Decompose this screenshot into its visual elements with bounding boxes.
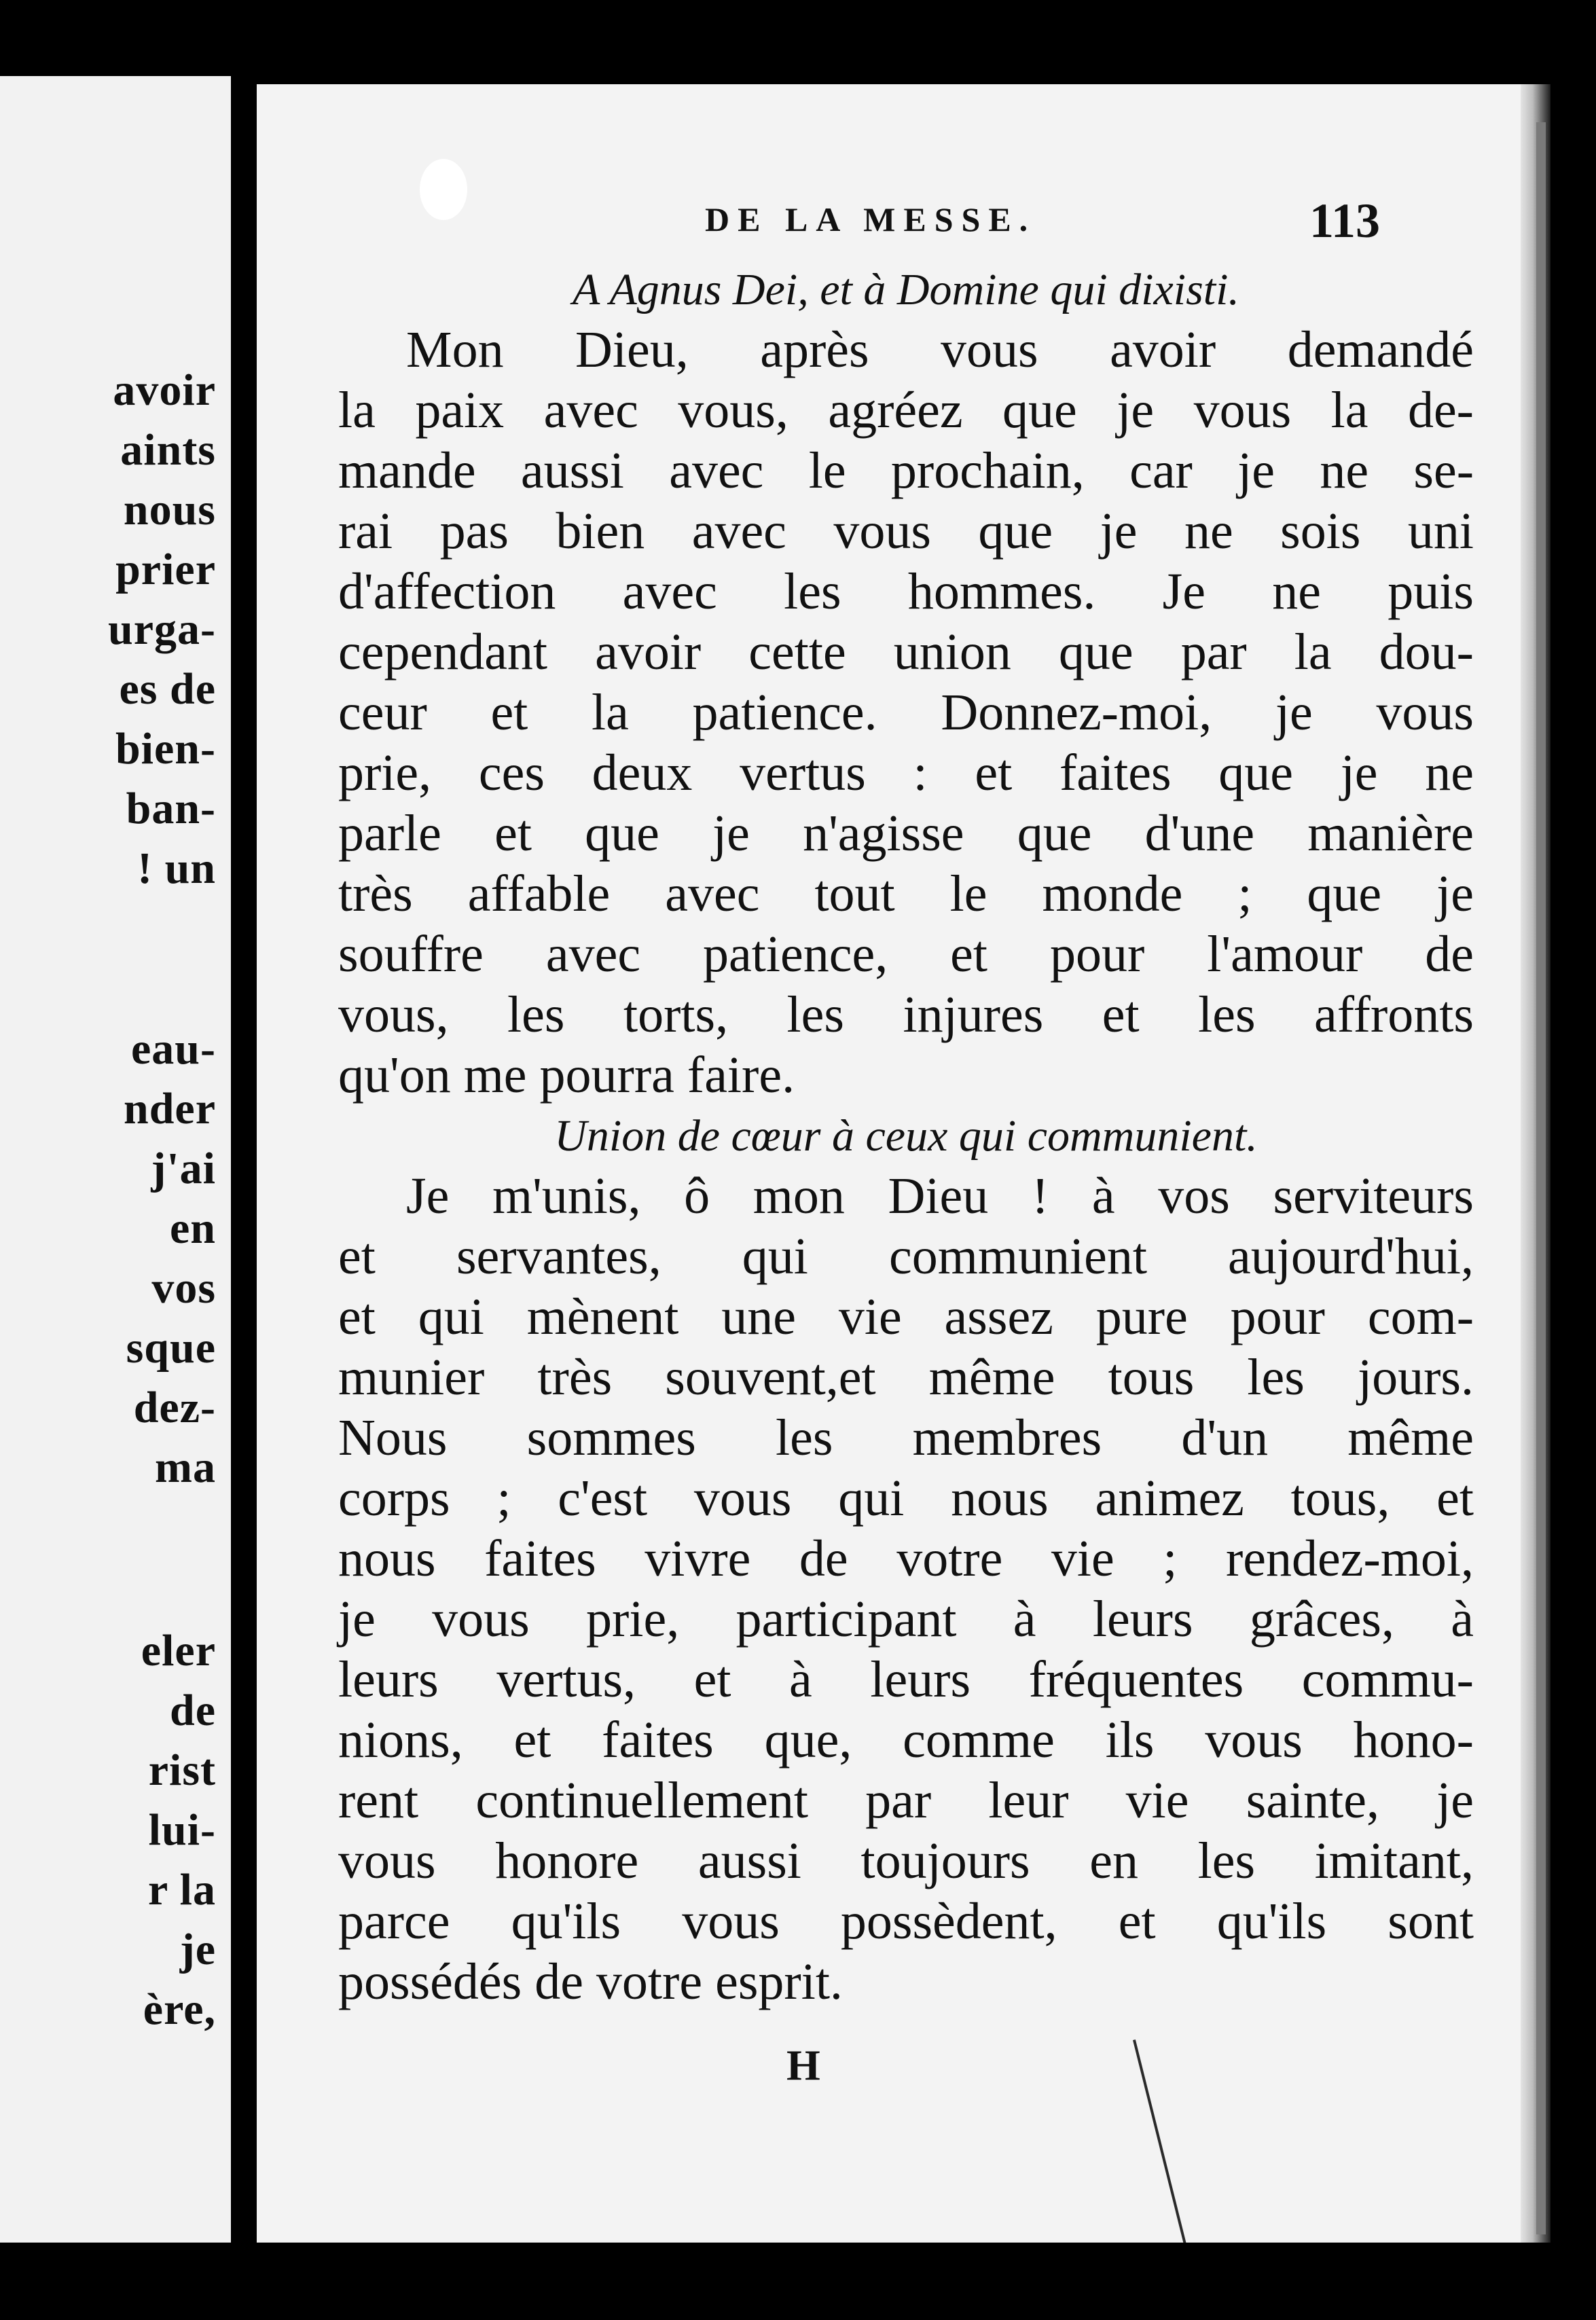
text-line: leurs vertus, et à leurs fréquentes commu- bbox=[338, 1651, 1474, 1708]
text-line: vous, les torts, les injures et les affronts bbox=[338, 986, 1474, 1043]
paper-stain bbox=[420, 159, 467, 220]
text-line: munier très souvent,et même tous les jours. bbox=[338, 1349, 1474, 1406]
text-line: qu'on me pourra faire. bbox=[338, 1047, 795, 1104]
left-line: r la bbox=[148, 1865, 216, 1915]
text-line: ceur et la patience. Donnez-moi, je vous bbox=[338, 684, 1474, 741]
left-line: bien- bbox=[115, 724, 216, 774]
text-line: parce qu'ils vous possèdent, et qu'ils sont bbox=[338, 1893, 1474, 1950]
left-line: sque bbox=[126, 1323, 216, 1373]
text-line: Nous sommes les membres d'un même bbox=[338, 1409, 1474, 1466]
left-line: de bbox=[170, 1686, 216, 1735]
left-line: ma bbox=[155, 1443, 216, 1492]
binding-edge bbox=[1536, 122, 1546, 2234]
paper-crease bbox=[1133, 2040, 1204, 2243]
left-line: vos bbox=[151, 1263, 216, 1313]
section-rubric: A Agnus Dei, et à Domine qui dixisti. bbox=[573, 265, 1239, 314]
left-line: aints bbox=[120, 425, 216, 475]
left-line: nous bbox=[123, 485, 216, 534]
text-line: cependant avoir cette union que par la dou- bbox=[338, 623, 1474, 681]
section-rubric: Union de cœur à ceux qui communient. bbox=[554, 1111, 1258, 1161]
left-line: ère, bbox=[143, 1984, 216, 2034]
page-edge-shadow bbox=[1521, 84, 1550, 2243]
text-line: possédés de votre esprit. bbox=[338, 1953, 843, 2010]
left-line: ! un bbox=[137, 844, 216, 893]
left-line: eler bbox=[141, 1626, 216, 1675]
left-line: prier bbox=[115, 545, 216, 594]
text-line: d'affection avec les hommes. Je ne puis bbox=[338, 563, 1474, 620]
text-line: et qui mènent une vie assez pure pour com- bbox=[338, 1288, 1474, 1345]
text-line: et servantes, qui communient aujourd'hui, bbox=[338, 1228, 1474, 1285]
left-page-fragment bbox=[0, 76, 231, 2243]
text-line: rent continuellement par leur vie sainte, je bbox=[338, 1772, 1474, 1829]
text-line: nions, et faites que, comme ils vous hono- bbox=[338, 1711, 1474, 1769]
text-line: souffre avec patience, et pour l'amour de bbox=[338, 926, 1474, 983]
left-line: nder bbox=[124, 1084, 216, 1134]
text-line: Je m'unis, ô mon Dieu ! à vos serviteurs bbox=[406, 1167, 1474, 1225]
page-number: 113 bbox=[1309, 194, 1381, 248]
left-line: rist bbox=[148, 1745, 216, 1795]
left-line: eau- bbox=[131, 1024, 216, 1074]
left-line: j'ai bbox=[151, 1144, 216, 1193]
left-line: je bbox=[179, 1925, 216, 1974]
right-page bbox=[257, 84, 1550, 2243]
text-line: mande aussi avec le prochain, car je ne se- bbox=[338, 442, 1474, 499]
left-line: es de bbox=[119, 664, 216, 714]
left-line: dez- bbox=[133, 1383, 216, 1432]
left-line: avoir bbox=[113, 365, 216, 415]
page-body bbox=[338, 259, 1474, 2012]
text-line: rai pas bien avec vous que je ne sois uni bbox=[338, 503, 1474, 560]
text-line: vous honore aussi toujours en les imitant, bbox=[338, 1832, 1474, 1889]
left-line: urga- bbox=[108, 604, 216, 654]
text-line: la paix avec vous, agréez que je vous la de- bbox=[338, 382, 1474, 439]
signature-mark: H bbox=[786, 2041, 820, 2089]
text-line: nous faites vivre de votre vie ; rendez-moi, bbox=[338, 1530, 1474, 1587]
left-line: ban- bbox=[126, 784, 216, 833]
text-line: Mon Dieu, après vous avoir demandé bbox=[406, 321, 1474, 378]
text-line: prie, ces deux vertus : et faites que je ne bbox=[338, 744, 1474, 801]
text-line: je vous prie, participant à leurs grâces, à bbox=[338, 1591, 1474, 1648]
text-line: parle et que je n'agisse que d'une manière bbox=[338, 805, 1474, 862]
page-header bbox=[257, 84, 1550, 248]
running-title: DE LA MESSE. bbox=[705, 200, 1036, 238]
left-line: en bbox=[170, 1203, 216, 1253]
text-line: très affable avec tout le monde ; que je bbox=[338, 865, 1474, 922]
left-line: lui- bbox=[148, 1805, 216, 1855]
text-line: corps ; c'est vous qui nous animez tous, et bbox=[338, 1470, 1474, 1527]
